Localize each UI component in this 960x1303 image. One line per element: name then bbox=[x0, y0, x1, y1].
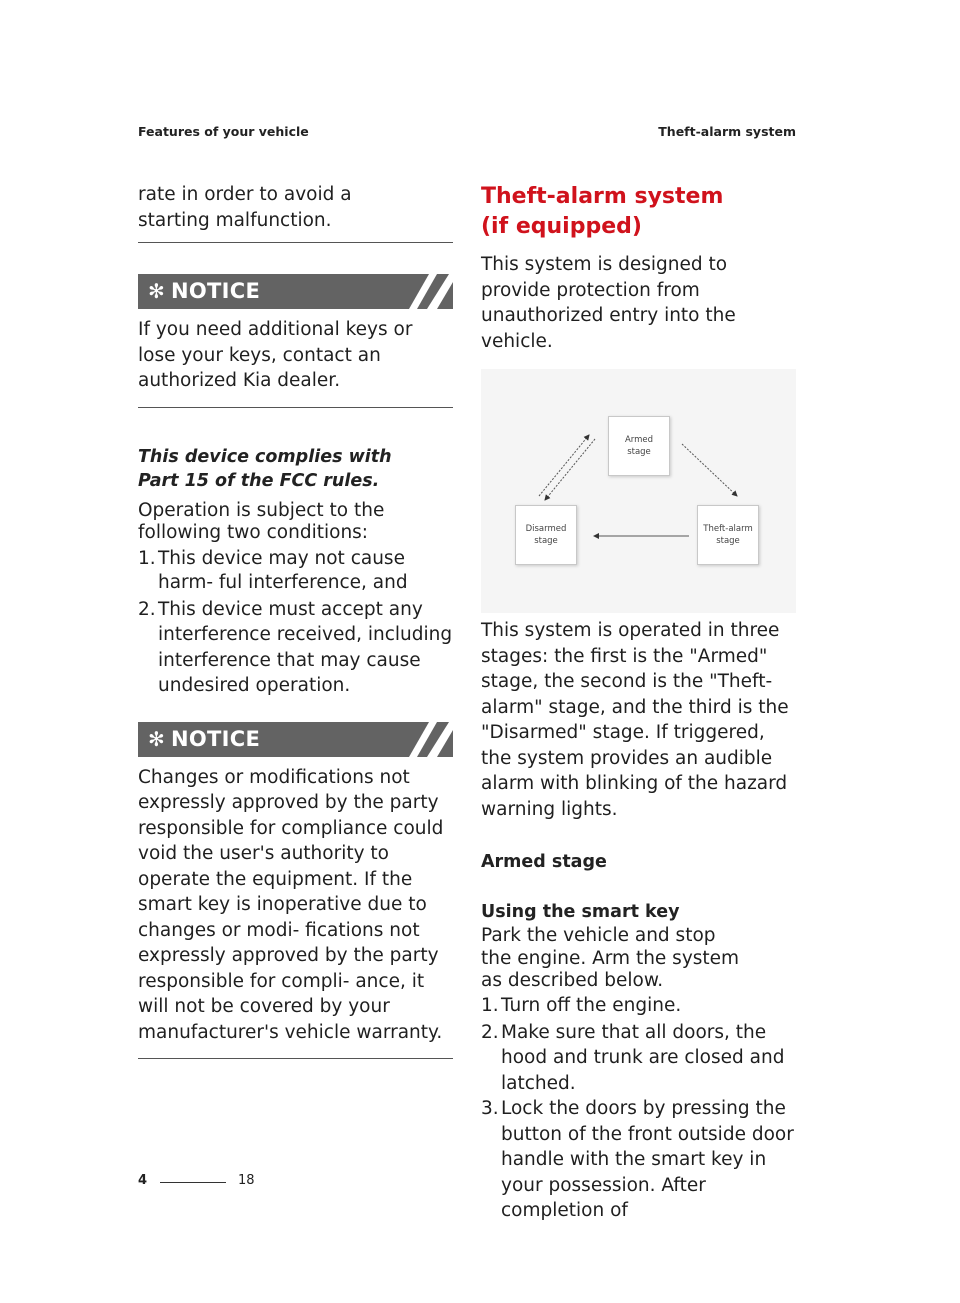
section-intro: This system is designed to provide protection from unauthorized entry into the vehicle. bbox=[481, 254, 736, 352]
fcc-conditions-list bbox=[138, 547, 453, 699]
arrow-armed-to-theft bbox=[682, 444, 737, 496]
notice-banner bbox=[138, 722, 453, 757]
chapter-number: 4 bbox=[138, 1173, 148, 1188]
arrow-disarmed-to-armed bbox=[545, 439, 595, 500]
left-column bbox=[138, 182, 453, 1059]
notice-star-icon: ✻ bbox=[148, 726, 165, 751]
notice-text: If you need additional keys or lose your keys, contact an authorized Kia dealer. bbox=[138, 319, 413, 391]
diagram-arrows bbox=[481, 369, 796, 613]
list-item: 1. Turn off the engine. bbox=[481, 994, 682, 1016]
disarmed-stage-box bbox=[515, 505, 577, 565]
notice-slash-icon bbox=[397, 722, 453, 757]
armed-stage-label: Armed stage bbox=[624, 435, 654, 457]
list-item: 2. Make sure that all doors, the hood and trunk are closed and latched. bbox=[481, 1021, 785, 1094]
alarm-stages-diagram bbox=[481, 369, 796, 613]
running-header-chapter: Features of your vehicle bbox=[138, 124, 309, 139]
notice-slash-icon bbox=[397, 274, 453, 309]
notice-label: NOTICE bbox=[171, 726, 261, 751]
smart-key-heading: Using the smart key bbox=[481, 902, 680, 922]
armed-stage-heading: Armed stage bbox=[481, 852, 607, 872]
notice-text: Changes or modifications not expressly approved by the party responsible for compliance could void the user's authority to operate the equipment. If the smart key is inoperative due to changes or modi- fications not expressly approved by the party responsible for compli- ance, it will not be covered by your manufacturer's vehicle warranty. bbox=[138, 766, 444, 1043]
arrow-disarmed-to-armed bbox=[539, 435, 589, 496]
list-item: 1. This device may not cause harm- ful interference, and bbox=[138, 547, 408, 593]
theft-alarm-stage-label: Theft-alarm stage bbox=[703, 524, 753, 546]
divider bbox=[138, 407, 453, 408]
notice-banner bbox=[138, 274, 453, 309]
intro-continuation-text: rate in order to avoid a starting malfunction. bbox=[138, 184, 352, 231]
disarmed-stage-label: Disarmed stage bbox=[525, 524, 567, 546]
divider bbox=[138, 242, 453, 243]
list-item: 2. This device must accept any interference received, including interference that may cause undesired operation. bbox=[138, 598, 453, 696]
armed-stage-box bbox=[608, 416, 670, 476]
footer-rule bbox=[160, 1182, 226, 1183]
fcc-intro: Operation is subject to the following two conditions: bbox=[138, 499, 385, 543]
running-header-section: Theft-alarm system bbox=[658, 124, 796, 139]
notice-label: NOTICE bbox=[171, 279, 261, 303]
list-item: 3. Lock the doors by pressing the button of the front outside door handle with the smart key in your possession. After completion of bbox=[481, 1098, 794, 1221]
notice-star-icon: ✻ bbox=[148, 279, 165, 303]
divider bbox=[138, 1058, 453, 1059]
arming-steps-list bbox=[481, 994, 796, 1224]
theft-alarm-stage-box bbox=[697, 505, 759, 565]
stages-description: This system is operated in three stages: the first is the "Armed" stage, the second is the "Theft- alarm" stage, and the third is the "Disarmed" stage. If triggered, the system provides an audible alarm with blinking of the hazard warning lights. bbox=[481, 620, 789, 820]
right-column bbox=[481, 182, 796, 1224]
page-number: 18 bbox=[238, 1173, 255, 1188]
fcc-heading: This device complies with Part 15 of the FCC rules. bbox=[138, 446, 392, 491]
section-title: Theft-alarm system (if equipped) bbox=[481, 184, 724, 239]
smart-key-intro: Park the vehicle and stop the engine. Arm the system as described below. bbox=[481, 925, 740, 991]
